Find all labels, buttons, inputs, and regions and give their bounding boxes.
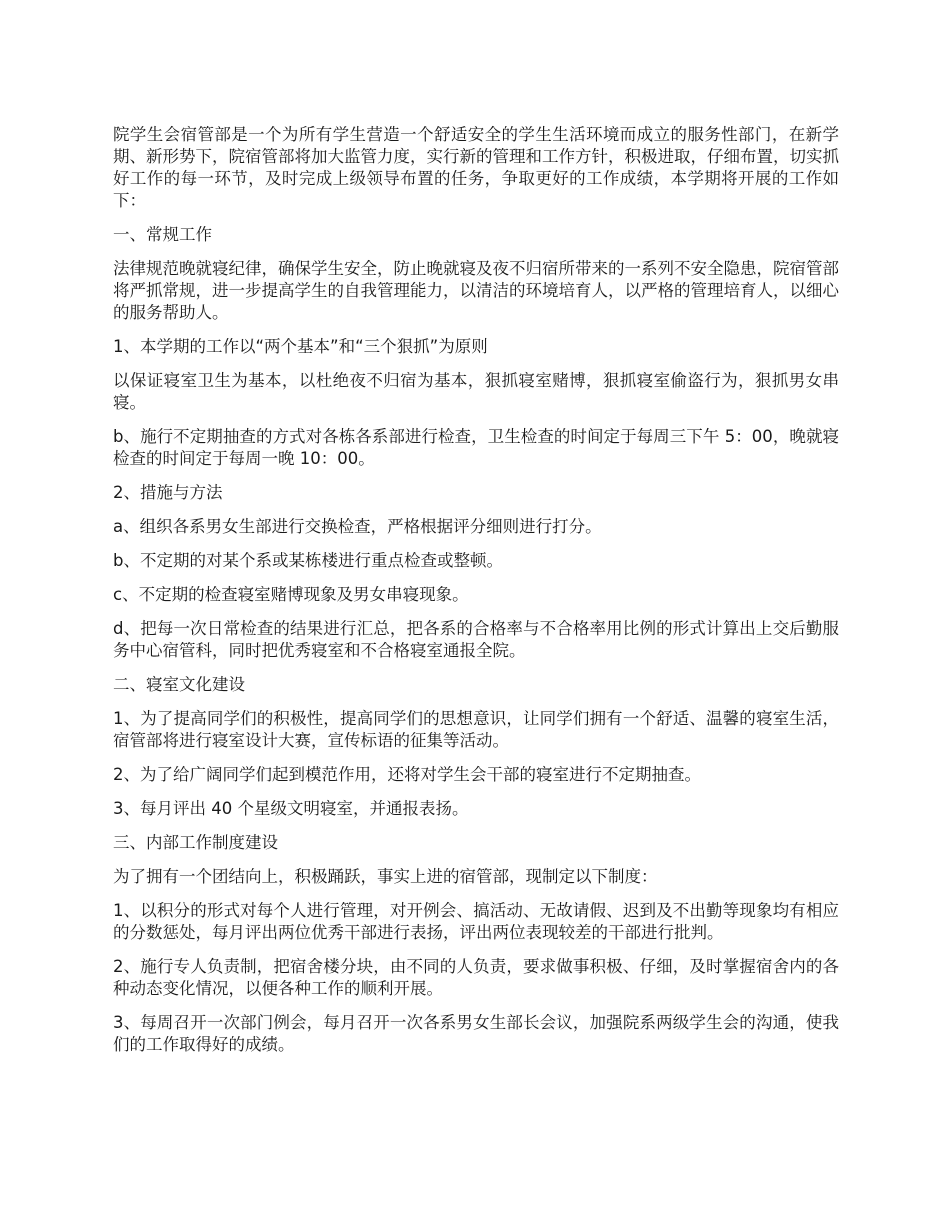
body-paragraph: b、施行不定期抽查的方式对各栋各系部进行检查，卫生检查的时间定于每周三下午 5：00，晚就寝检查的时间定于每周一晚 10：00。 (113, 427, 839, 468)
list-item: b、不定期的对某个系或某栋楼进行重点检查或整顿。 (113, 551, 503, 570)
list-item: 1、为了提高同学们的积极性，提高同学们的思想意识，让同学们拥有一个舒适、温馨的寝室生活，宿管部将进行寝室设计大赛，宣传标语的征集等活动。 (113, 709, 839, 750)
intro-paragraph: 院学生会宿管部是一个为所有学生营造一个舒适安全的学生生活环境而成立的服务性部门，在新学期、新形势下，院宿管部将加大监管力度，实行新的管理和工作方针，积极进取，仔细布置，切实抓好工作的每一环节，及时完成上级领导布置的任务，争取更好的工作成绩，本学期将开展的工作如下： (113, 125, 839, 210)
list-item: a、组织各系男女生部进行交换检查，严格根据评分细则进行打分。 (113, 517, 602, 536)
section-heading-dorm-culture: 二、寝室文化建设 (113, 675, 245, 694)
section-heading-routine: 一、常规工作 (113, 225, 212, 244)
body-paragraph: 法律规范晚就寝纪律，确保学生安全，防止晚就寝及夜不归宿所带来的一系列不安全隐患，院宿管部将严抓常规，进一步提高学生的自我管理能力，以清洁的环境培育人，以严格的管理培育人，以细心的服务帮助人。 (113, 259, 839, 322)
list-item: 2、施行专人负责制，把宿舍楼分块，由不同的人负责，要求做事积极、仔细，及时掌握宿舍内的各种动态变化情况，以便各种工作的顺利开展。 (113, 957, 839, 998)
list-item: 2、为了给广阔同学们起到模范作用，还将对学生会干部的寝室进行不定期抽查。 (113, 765, 701, 784)
section-heading-internal-system: 三、内部工作制度建设 (113, 833, 278, 852)
list-item: 3、每月评出 40 个星级文明寝室，并通报表扬。 (113, 799, 469, 818)
subheading-principles: 1、本学期的工作以“两个基本”和“三个狠抓”为原则 (113, 337, 488, 356)
list-item: 3、每周召开一次部门例会，每月召开一次各系男女生部长会议，加强院系两级学生会的沟通，使我们的工作取得好的成绩。 (113, 1013, 839, 1054)
body-paragraph: 以保证寝室卫生为基本，以杜绝夜不归宿为基本，狠抓寝室赌博，狠抓寝室偷盗行为，狠抓男女串寝。 (113, 371, 839, 412)
document-body (113, 124, 839, 1068)
body-paragraph: 为了拥有一个团结向上，积极踊跃，事实上进的宿管部，现制定以下制度： (113, 867, 658, 886)
list-item: d、把每一次日常检查的结果进行汇总，把各系的合格率与不合格率用比例的形式计算出上交后勤服务中心宿管科，同时把优秀寝室和不合格寝室通报全院。 (113, 619, 839, 660)
list-item: 1、以积分的形式对每个人进行管理，对开例会、搞活动、无故请假、迟到及不出勤等现象均有相应的分数惩处，每月评出两位优秀干部进行表扬，评出两位表现较差的干部进行批判。 (113, 901, 839, 942)
list-item: c、不定期的检查寝室赌博现象及男女串寝现象。 (113, 585, 469, 604)
subheading-measures: 2、措施与方法 (113, 483, 223, 502)
